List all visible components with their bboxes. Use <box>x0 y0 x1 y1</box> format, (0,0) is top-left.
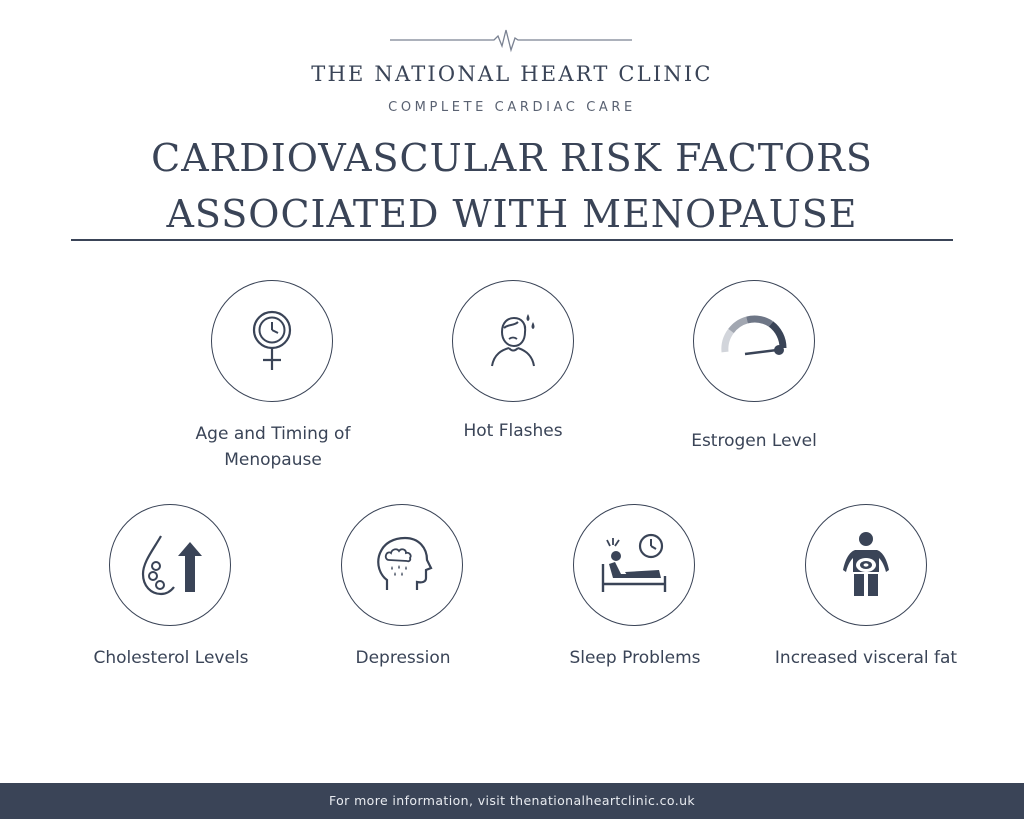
footer-bar <box>0 783 1024 819</box>
gauge-icon <box>719 306 789 376</box>
female-clock-icon <box>237 306 307 376</box>
title-divider <box>71 239 953 241</box>
cholesterol-drop-arrow-icon <box>135 530 205 600</box>
brand-tagline: COMPLETE CARDIAC CARE <box>388 100 636 115</box>
label-depression: Depression <box>355 648 451 668</box>
title-line-2: ASSOCIATED WITH MENOPAUSE <box>166 192 858 236</box>
page-title <box>0 130 1024 242</box>
factor-visceral-fat <box>805 504 927 626</box>
factor-cholesterol <box>109 504 231 626</box>
label-age-timing: Age and Timing of Menopause <box>195 424 351 470</box>
label-cholesterol: Cholesterol Levels <box>93 648 249 668</box>
label-estrogen-level: Estrogen Level <box>691 431 817 451</box>
sleep-bed-clock-icon <box>599 530 669 600</box>
title-line-1: CARDIOVASCULAR RISK FACTORS <box>151 136 873 180</box>
factor-estrogen-level <box>693 280 815 402</box>
heartbeat-logo-icon <box>390 26 632 54</box>
factor-sleep-problems <box>573 504 695 626</box>
factor-depression <box>341 504 463 626</box>
visceral-fat-body-icon <box>831 530 901 600</box>
factor-age-timing <box>211 280 333 402</box>
sweating-person-icon <box>478 306 548 376</box>
label-sleep-problems: Sleep Problems <box>569 648 701 668</box>
head-cloud-icon <box>367 530 437 600</box>
factor-hot-flashes <box>452 280 574 402</box>
label-hot-flashes: Hot Flashes <box>463 421 563 441</box>
footer-text: For more information, visit thenationalheartclinic.co.uk <box>328 793 696 808</box>
label-visceral-fat: Increased visceral fat <box>774 648 958 668</box>
brand-name: THE NATIONAL HEART CLINIC <box>311 62 713 86</box>
